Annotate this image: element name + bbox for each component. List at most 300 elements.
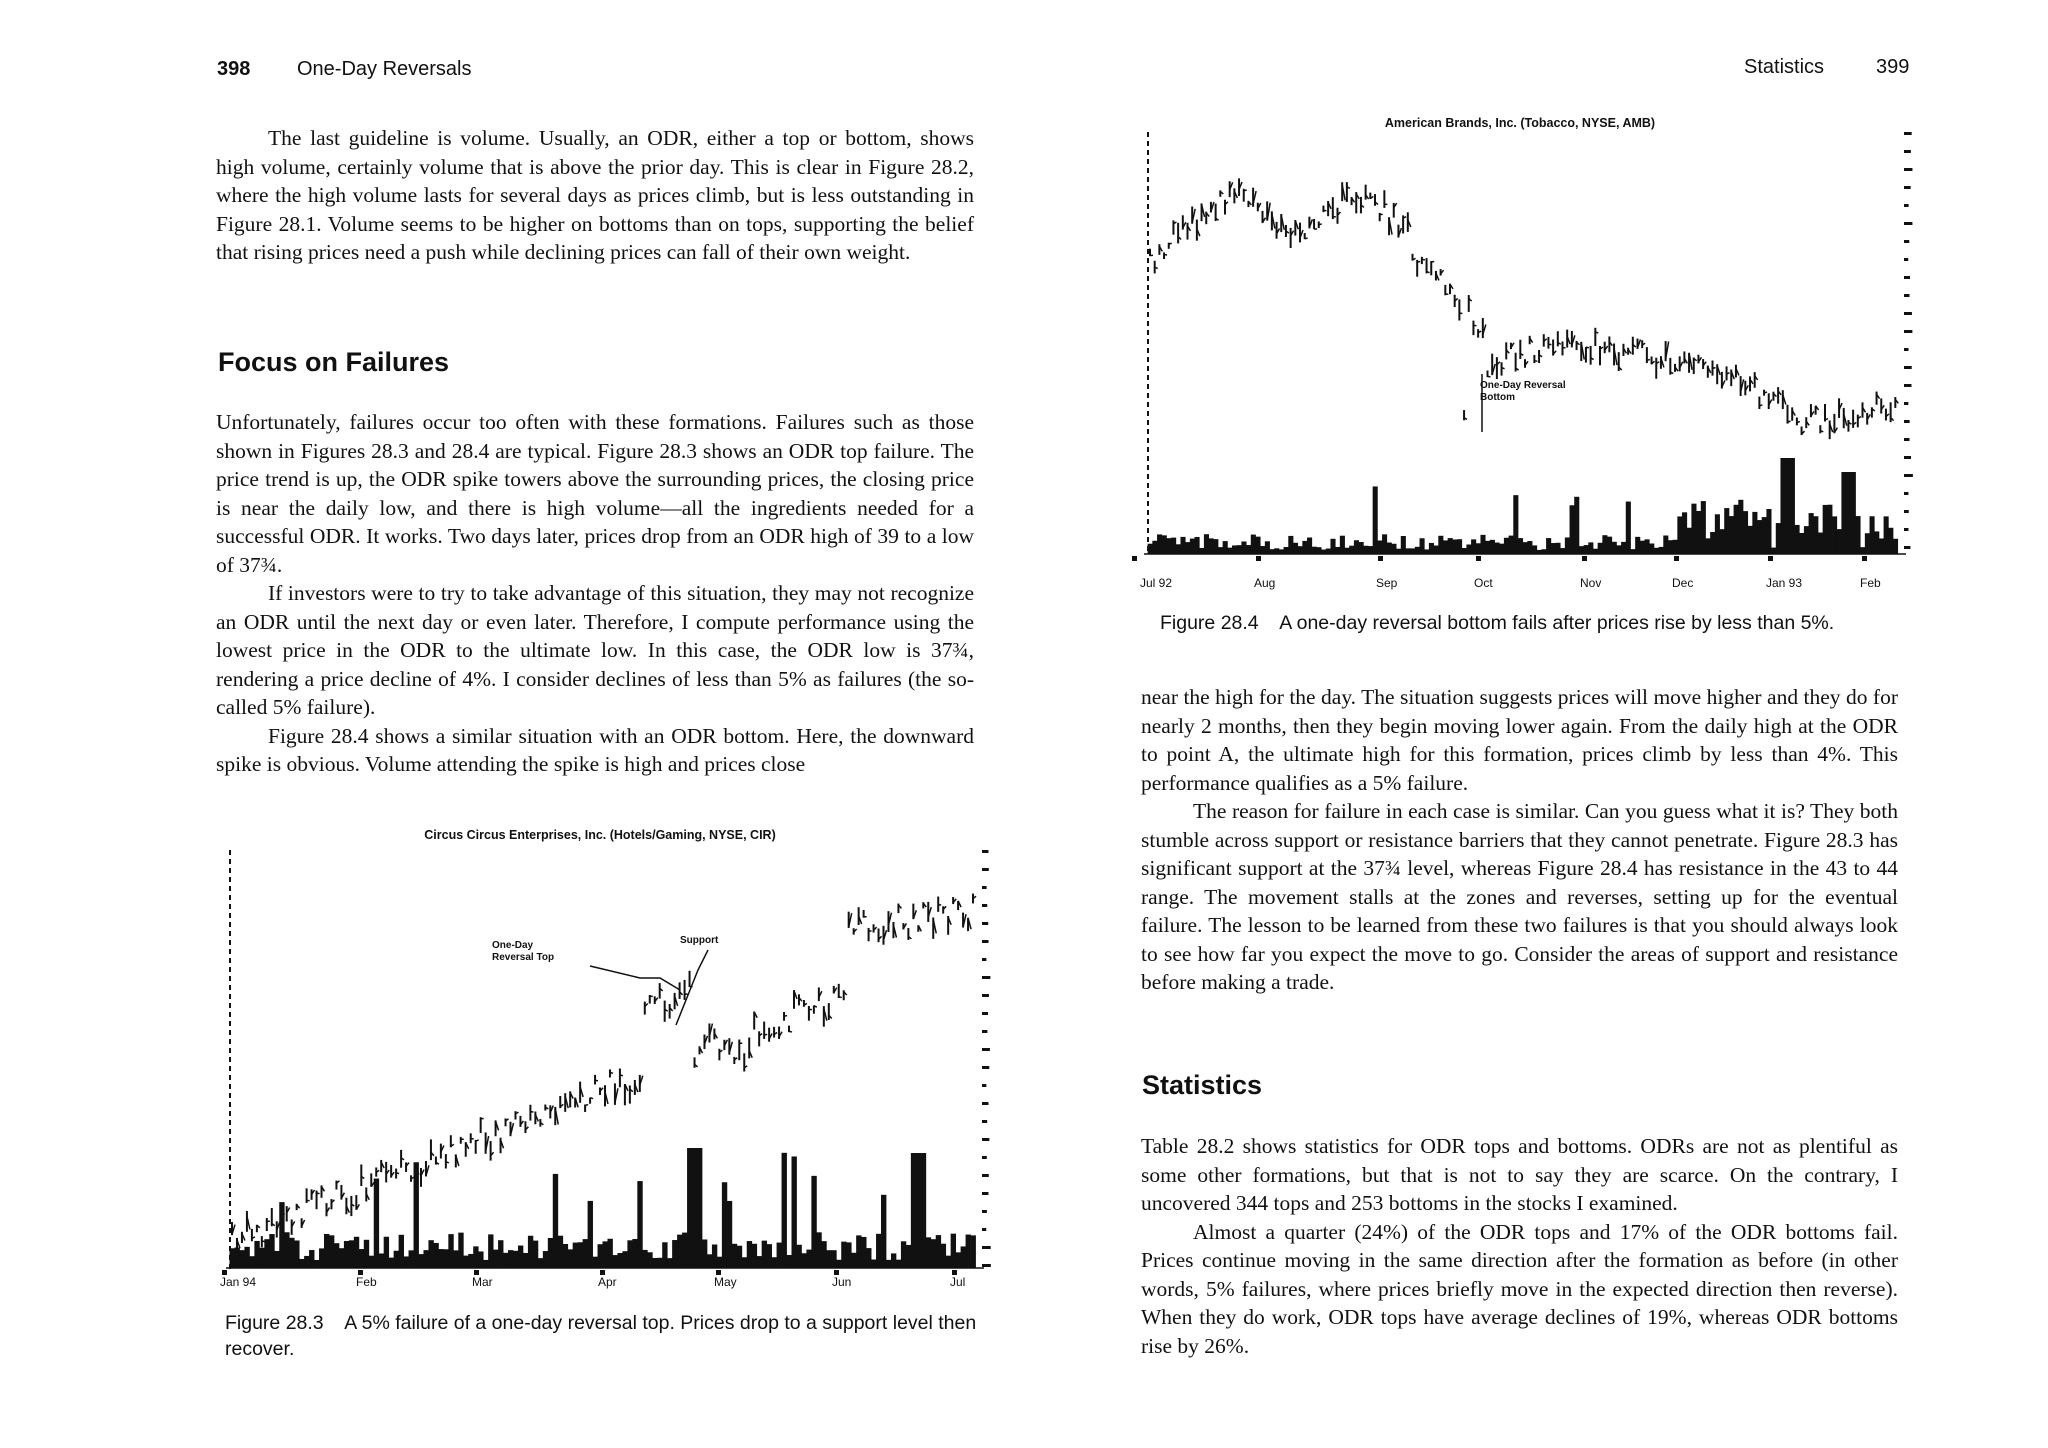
axis-tick-left <box>1147 357 1149 362</box>
volume-bar <box>339 1248 344 1268</box>
volume-bar <box>617 1253 622 1268</box>
axis-tick-left <box>229 940 231 945</box>
volume-bar <box>881 1195 886 1268</box>
volume-bar <box>1757 520 1762 554</box>
volume-bar <box>1551 543 1556 554</box>
volume-bar <box>762 1241 767 1268</box>
price-bar-close <box>839 997 842 998</box>
axis-tick-right <box>1904 366 1912 369</box>
x-axis-tick <box>1862 556 1867 561</box>
volume-bar <box>1359 542 1364 554</box>
axis-tick-left <box>229 1147 231 1152</box>
volume-bar <box>612 1255 617 1268</box>
axis-tick-left <box>229 1165 231 1170</box>
volume-bar <box>1780 458 1785 554</box>
price-bar-close <box>396 1173 399 1174</box>
volume-bar <box>1251 535 1256 554</box>
volume-bar <box>1607 537 1612 554</box>
volume-bar <box>1860 547 1865 554</box>
axis-tick-right <box>1904 384 1911 387</box>
axis-tick-left <box>229 868 231 873</box>
figure-28-4 <box>1120 112 1920 652</box>
paragraph-continued-2: The reason for failure in each case is similar. Can you guess what it is? They both stumble across support or resistance barriers that they cannot penetrate. Figure 28.3 has significant support at the 37¾ level, whereas Figure 28.4 has resistance in the 43 to 44 range. The movement stalls at the zones and reverses, setting up for the eventual failure. The lesson to be learned from these two failures is that you should always look to see how far you expect the move to go. Consider the areas of support and resistance before making a trade. <box>1141 799 1898 994</box>
axis-tick-left <box>1147 420 1149 425</box>
axis-tick-left <box>1147 321 1149 326</box>
volume-bar <box>239 1250 244 1268</box>
axis-tick-left <box>1147 366 1149 371</box>
right-running-head: Statistics <box>1744 56 1825 78</box>
price-bar-close <box>1244 190 1247 191</box>
volume-bar <box>1809 513 1814 554</box>
volume-bar <box>1621 542 1626 554</box>
axis-tick-left <box>1147 285 1149 290</box>
volume-bar <box>896 1260 901 1268</box>
volume-bar <box>1298 546 1303 554</box>
volume-bar <box>1462 548 1467 554</box>
axis-tick-right <box>982 1138 989 1141</box>
volume-bar <box>667 1258 672 1268</box>
volume-bar <box>1415 547 1420 554</box>
volume-bar <box>1452 539 1457 554</box>
volume-bar <box>593 1257 598 1268</box>
volume-bar <box>647 1252 652 1268</box>
volume-bar <box>1504 538 1509 554</box>
volume-bar <box>304 1256 309 1268</box>
axis-tick-left <box>229 904 231 909</box>
axis-tick-left <box>229 967 231 972</box>
volume-bar <box>1396 549 1401 554</box>
volume-bar <box>1274 548 1279 554</box>
paragraph-volume: The last guideline is volume. Usually, an ODR, either a top or bottom, shows high volume, certainly volume that is above the prior day. This is clear in Figure 28.2, where the high volume lasts for several days as prices climb, but is less outstanding in Figure 28.1. Volume seems to be higher on bottoms than on tops, supporting the belief that rising prices need a push while declining prices can fall of their own weight. <box>216 126 974 264</box>
caption-figure-28-4 <box>1160 610 1920 636</box>
volume-bar <box>901 1241 906 1268</box>
axis-tick-left <box>1147 492 1149 497</box>
volume-bar <box>1560 548 1565 554</box>
axis-tick-left <box>1147 393 1149 398</box>
volume-bar <box>1776 523 1781 554</box>
left-page-number: 398 <box>217 58 251 80</box>
axis-tick-left <box>229 958 231 963</box>
axis-tick-left <box>229 1021 231 1026</box>
axis-tick-right <box>1904 528 1908 531</box>
volume-bar <box>1701 501 1706 554</box>
volume-bar <box>1157 534 1162 554</box>
volume-bar <box>926 1237 931 1268</box>
axis-tick-left <box>1147 528 1149 533</box>
volume-bar <box>394 1251 399 1268</box>
volume-bar <box>379 1253 384 1268</box>
axis-tick-left <box>1147 474 1149 479</box>
volume-bar <box>1645 539 1650 554</box>
caption-label-28-4: Figure 28.4 <box>1160 612 1259 634</box>
volume-bar <box>831 1250 836 1268</box>
volume-bar <box>1485 541 1490 554</box>
axis-tick-left <box>229 886 231 891</box>
right-page-number: 399 <box>1876 56 1910 78</box>
volume-bar <box>1654 548 1659 554</box>
volume-bar <box>1649 544 1654 554</box>
caption-label-28-3: Figure 28.3 <box>225 1312 324 1334</box>
volume-bar <box>1443 540 1448 554</box>
axis-tick-right <box>1904 438 1909 441</box>
annotation-leader-support <box>676 950 708 1025</box>
volume-bar <box>1480 535 1485 554</box>
volume-bar <box>1823 505 1828 554</box>
axis-tick-left <box>229 1138 231 1143</box>
axis-tick-left <box>229 1237 231 1242</box>
volume-bar <box>1579 546 1584 554</box>
volume-bar <box>712 1244 717 1268</box>
section-heading-focus-on-failures: Focus on Failures <box>218 347 450 377</box>
volume-bar <box>961 1246 966 1268</box>
volume-bar <box>538 1258 543 1268</box>
volume-bar <box>757 1256 762 1268</box>
volume-bar <box>1349 546 1354 554</box>
axis-tick-right <box>982 1210 987 1213</box>
volume-bar <box>1471 539 1476 554</box>
volume-bar <box>354 1237 359 1268</box>
axis-tick-right <box>1904 132 1912 135</box>
volume-bar <box>1795 525 1800 554</box>
volume-bar <box>971 1235 976 1268</box>
volume-bar <box>1190 539 1195 554</box>
axis-tick-right <box>982 868 989 871</box>
axis-tick-left <box>1147 429 1149 434</box>
axis-tick-left <box>1147 231 1149 236</box>
chart-title-american-brands: American Brands, Inc. (Tobacco, NYSE, AMB) <box>1384 116 1656 130</box>
axis-tick-right <box>982 1012 988 1015</box>
volume-bar <box>1523 542 1528 554</box>
volume-bar <box>543 1251 548 1268</box>
axis-tick-left <box>1147 537 1149 542</box>
volume-bar <box>642 1250 647 1268</box>
volume-bar <box>488 1234 493 1268</box>
volume-bar <box>1635 537 1640 554</box>
x-axis-tick <box>1378 556 1383 561</box>
volume-bar <box>1312 547 1317 554</box>
right-paragraphs-continued <box>1141 683 1898 997</box>
volume-bar <box>1391 544 1396 554</box>
axis-tick-right <box>982 1120 987 1123</box>
axis-tick-left <box>229 922 231 927</box>
axis-tick-left <box>229 1129 231 1134</box>
volume-bar <box>767 1244 772 1268</box>
axis-tick-right <box>982 940 989 943</box>
axis-tick-left <box>1147 168 1149 173</box>
volume-bar <box>443 1249 448 1268</box>
axis-tick-left <box>229 994 231 999</box>
left-running-head: One-Day Reversals <box>297 58 472 80</box>
axis-tick-right <box>982 1246 991 1249</box>
volume-bar <box>692 1148 697 1268</box>
volume-bar <box>513 1251 518 1268</box>
left-paragraphs-failures <box>216 408 974 779</box>
axis-tick-right <box>982 850 988 853</box>
volume-bar <box>1330 539 1335 554</box>
axis-tick-right <box>982 922 988 925</box>
price-bar-close <box>1759 405 1762 406</box>
volume-bar <box>1673 540 1678 554</box>
volume-bar <box>792 1156 797 1268</box>
volume-bar <box>1255 537 1260 554</box>
axis-tick-left <box>229 1192 231 1197</box>
volume-bar <box>707 1254 712 1268</box>
volume-bar <box>438 1249 443 1268</box>
volume-bar <box>274 1251 279 1268</box>
axis-tick-left <box>1147 159 1149 164</box>
x-label-aug: Aug <box>1254 576 1276 590</box>
volume-bar <box>1766 509 1771 554</box>
volume-bar <box>1513 495 1518 554</box>
volume-bar <box>1546 538 1551 554</box>
axis-tick-left <box>1147 150 1149 155</box>
volume-bar <box>1574 497 1579 554</box>
volume-bar <box>1705 538 1710 554</box>
price-bar-close <box>1417 261 1420 262</box>
volume-bar <box>1185 542 1190 554</box>
paragraph-failures-2: If investors were to try to take advantage of this situation, they may not recognize an ODR until the next day or even later. Therefore, I compute performance using the lowest price in the ODR to the ultimate low. In this case, the ODR low is 37¾, rendering a price decline of 4%. I consider declines of less than 5% as failures (the so-called 5% failure). <box>216 581 974 719</box>
axis-tick-left <box>229 1210 231 1215</box>
price-bar-close <box>1169 243 1172 244</box>
axis-tick-right <box>982 1030 987 1033</box>
x-axis-tick <box>1132 556 1137 561</box>
axis-tick-right <box>1904 312 1912 315</box>
volume-bar <box>294 1240 299 1268</box>
volume-bar <box>1893 539 1898 554</box>
volume-bar <box>483 1260 488 1268</box>
volume-bar <box>598 1244 603 1268</box>
axis-tick-left <box>1147 294 1149 299</box>
paragraph-continued-1: near the high for the day. The situation suggests prices will move higher and they do for nearly 2 months, then they begin moving lower again. From the daily high at the ODR to point A, the ultimate high for this formation, prices climb by less than 4%. This performance qualifies as a 5% failure. <box>1141 685 1898 795</box>
volume-bar <box>1246 545 1251 554</box>
volume-bar <box>1677 516 1682 554</box>
price-bar-close <box>585 1105 588 1106</box>
axis-tick-left <box>1147 519 1149 524</box>
volume-bar <box>1457 539 1462 554</box>
volume-bar <box>782 1153 787 1268</box>
volume-bar <box>603 1241 608 1268</box>
volume-bar <box>1363 546 1368 554</box>
paragraph-stats-1: Table 28.2 shows statistics for ODR tops and bottoms. ODRs are not as plentiful as some other formations, but that is not to say they are scarce. On the contrary, I uncovered 344 tops and 253 bottoms in the stocks I examined. <box>1141 1134 1898 1215</box>
axis-tick-left <box>1147 465 1149 470</box>
volume-bar <box>1448 538 1453 554</box>
x-label-feb: Feb <box>1860 576 1881 590</box>
annotation-odr-bottom: One-Day Reversal Bottom <box>1480 380 1566 403</box>
chart-title-circus-circus: Circus Circus Enterprises, Inc. (Hotels/Gaming, NYSE, CIR) <box>424 828 776 842</box>
volume-bar <box>1162 535 1167 554</box>
x-label-dec: Dec <box>1672 576 1694 590</box>
volume-bar <box>279 1202 284 1268</box>
volume-bar <box>622 1251 627 1268</box>
volume-bar <box>846 1242 851 1268</box>
axis-tick-left <box>229 1039 231 1044</box>
axis-tick-right <box>1904 150 1911 153</box>
volume-bar <box>1841 472 1846 554</box>
volume-bar <box>259 1248 264 1268</box>
volume-bar <box>1827 505 1832 554</box>
volume-bar <box>563 1244 568 1268</box>
volume-bar <box>627 1240 632 1268</box>
volume-bar <box>772 1257 777 1268</box>
volume-bar <box>1762 517 1767 554</box>
volume-bar <box>404 1256 409 1268</box>
axis-tick-left <box>1147 141 1149 146</box>
volume-bar <box>503 1253 508 1268</box>
price-volume-chart-28-4 <box>1120 112 1920 582</box>
x-label-apr: Apr <box>598 1275 617 1289</box>
volume-bar <box>662 1242 667 1268</box>
volume-bar <box>548 1238 553 1268</box>
volume-bar <box>1785 458 1790 554</box>
axis-tick-left <box>1147 213 1149 218</box>
section-heading-statistics: Statistics <box>1142 1070 1263 1100</box>
volume-bar <box>687 1148 692 1268</box>
volume-bar <box>1565 537 1570 554</box>
volume-bar <box>966 1235 971 1268</box>
volume-bar <box>1532 545 1537 554</box>
axis-tick-left <box>229 1156 231 1161</box>
axis-tick-left <box>229 1030 231 1035</box>
volume-bar <box>349 1240 354 1268</box>
volume-bar <box>364 1240 369 1268</box>
axis-tick-left <box>1147 330 1149 335</box>
axis-tick-right <box>1904 420 1910 423</box>
volume-bar <box>1209 538 1214 554</box>
axis-tick-left <box>229 976 231 981</box>
volume-bar <box>1715 514 1720 554</box>
price-bar-close <box>620 1075 623 1076</box>
volume-bar <box>553 1174 558 1268</box>
volume-bar <box>1260 546 1265 554</box>
volume-bar <box>941 1244 946 1268</box>
axis-tick-left <box>1147 267 1149 272</box>
volume-bar <box>1382 534 1387 554</box>
axis-tick-left <box>229 1048 231 1053</box>
volume-bar <box>1218 547 1223 554</box>
axis-tick-left <box>1147 195 1149 200</box>
volume-bar <box>607 1239 612 1268</box>
axis-tick-left <box>229 1102 231 1107</box>
x-label-jan-93: Jan 93 <box>1766 576 1803 590</box>
volume-bar <box>419 1254 424 1268</box>
volume-bar <box>1518 538 1523 554</box>
axis-tick-left <box>229 913 231 918</box>
axis-tick-right <box>982 1264 991 1267</box>
volume-bar <box>1466 545 1471 554</box>
volume-bar <box>836 1260 841 1268</box>
volume-bar <box>1199 548 1204 554</box>
volume-bar <box>1724 508 1729 554</box>
volume-bar <box>523 1253 528 1268</box>
volume-bar <box>1476 543 1481 554</box>
axis-tick-right <box>1904 330 1912 333</box>
volume-bar <box>309 1250 314 1268</box>
volume-bar <box>1870 516 1875 554</box>
volume-bar <box>568 1249 573 1268</box>
volume-bar <box>1771 548 1776 554</box>
volume-bar <box>801 1253 806 1268</box>
volume-bar <box>1387 543 1392 554</box>
volume-bar <box>737 1246 742 1268</box>
volume-bar <box>508 1250 513 1268</box>
volume-bar <box>1438 536 1443 554</box>
price-bar-close <box>1647 359 1650 360</box>
volume-bar <box>1354 540 1359 554</box>
volume-bar <box>1748 526 1753 554</box>
figure-28-3 <box>220 820 990 1380</box>
volume-bar <box>284 1232 289 1268</box>
x-label-jul: Jul <box>950 1275 966 1289</box>
volume-bar <box>1284 547 1289 554</box>
volume-bar <box>752 1244 757 1268</box>
volume-bar <box>468 1254 473 1268</box>
volume-bar <box>1148 544 1153 554</box>
axis-tick-left <box>1147 483 1149 488</box>
volume-bar <box>1401 536 1406 554</box>
caption-text-28-4: A one-day reversal bottom fails after prices rise by less than 5%. <box>1279 612 1835 634</box>
volume-bar <box>329 1235 334 1268</box>
price-bar-close <box>1595 332 1598 333</box>
axis-tick-left <box>1147 384 1149 389</box>
x-label-oct: Oct <box>1474 576 1493 590</box>
volume-bar <box>1691 504 1696 554</box>
axis-tick-left <box>1147 510 1149 515</box>
volume-bar <box>946 1256 951 1268</box>
volume-bar <box>1865 533 1870 554</box>
volume-bar <box>324 1234 329 1268</box>
volume-bar <box>493 1250 498 1268</box>
price-bar-close <box>1764 392 1767 393</box>
volume-bar <box>1743 511 1748 554</box>
volume-bar <box>796 1245 801 1268</box>
volume-bar <box>1555 543 1560 554</box>
volume-bar <box>1335 547 1340 554</box>
volume-bar <box>578 1242 583 1268</box>
volume-bar <box>787 1255 792 1268</box>
axis-tick-left <box>229 1075 231 1080</box>
volume-bar <box>1166 538 1171 554</box>
volume-bar <box>1663 535 1668 554</box>
volume-bar <box>632 1239 637 1268</box>
axis-tick-left <box>229 877 231 882</box>
volume-bar <box>1720 529 1725 554</box>
volume-bar <box>478 1251 483 1268</box>
axis-tick-left <box>1147 249 1149 254</box>
volume-bar <box>453 1250 458 1268</box>
x-label-jan: Jan 94 <box>220 1275 257 1289</box>
axis-tick-left <box>229 1012 231 1017</box>
volume-bar <box>916 1153 921 1268</box>
volume-bar <box>1790 458 1795 554</box>
volume-bar <box>1232 545 1237 554</box>
volume-bar <box>811 1176 816 1268</box>
axis-tick-left <box>1147 204 1149 209</box>
volume-bar <box>244 1247 249 1268</box>
volume-bar <box>573 1243 578 1268</box>
paragraph-stats-2: Almost a quarter (24%) of the ODR tops and 17% of the ODR bottoms fail. Prices continue moving in the same direction after the formation as before (in other words, 5% failures, where prices briefly move in the expected direction then reverse). When they do work, ODR tops have average declines of 19%, whereas ODR bottoms rise by 26%. <box>1141 1219 1898 1358</box>
volume-bar <box>234 1248 239 1268</box>
volume-bar <box>1176 544 1181 554</box>
x-axis-tick <box>1582 556 1587 561</box>
volume-bar <box>702 1239 707 1268</box>
caption-text-28-3: A 5% failure of a one-day reversal top. Prices drop to a support level then recover. <box>225 1312 977 1360</box>
volume-bar <box>1373 486 1378 554</box>
volume-bar <box>1288 536 1293 554</box>
volume-bar <box>821 1241 826 1268</box>
volume-bar <box>1420 538 1425 554</box>
volume-bar <box>1265 541 1270 554</box>
volume-bar <box>1799 533 1804 554</box>
